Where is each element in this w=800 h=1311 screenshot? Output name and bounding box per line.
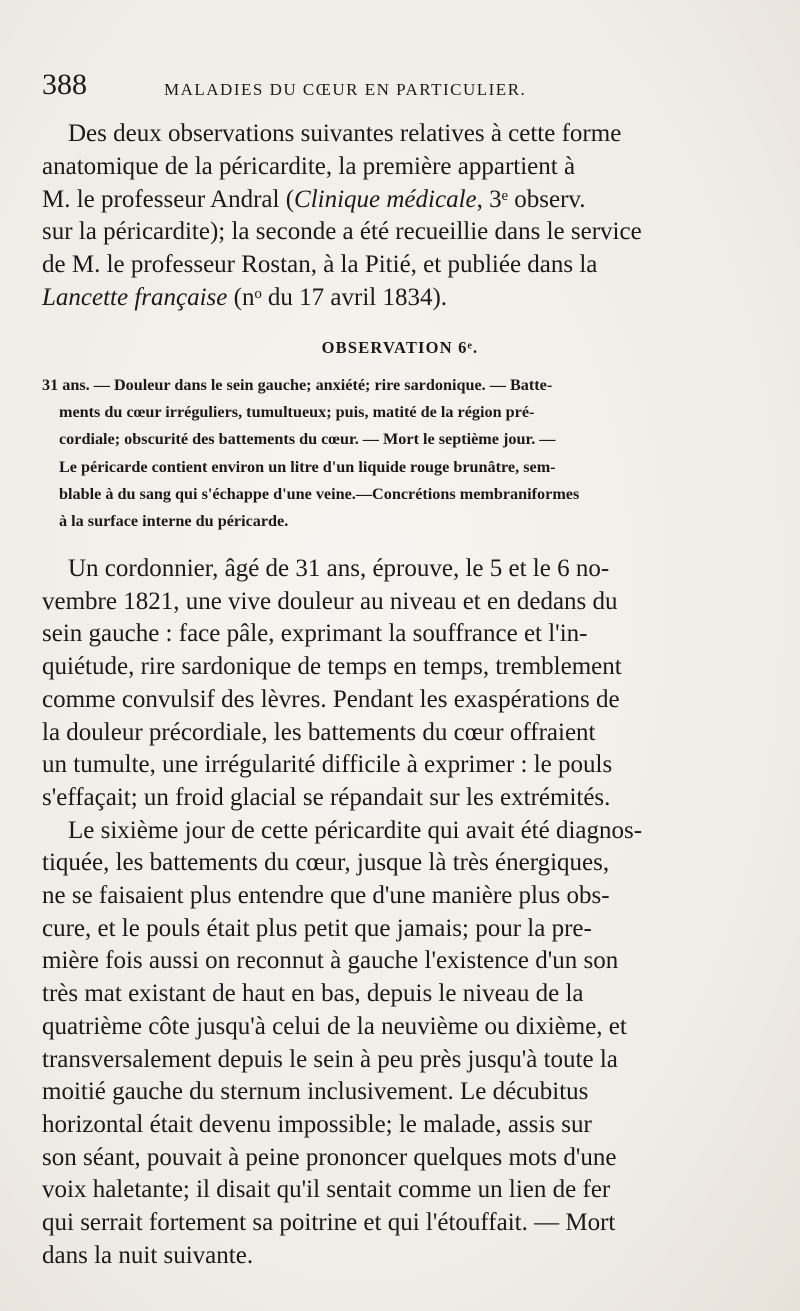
body-line: son séant, pouvait à peine prononcer quelques mots d'une [42, 1143, 617, 1171]
intro-text: (nᵒ du 17 avril 1834). [227, 283, 448, 311]
intro-line [42, 282, 642, 315]
body-line: cure, et le pouls était plus petit que jamais; pour la pre- [42, 914, 592, 942]
observation-summary [42, 372, 579, 535]
case-body [42, 553, 642, 1272]
page-header [42, 68, 762, 104]
body-line: quatrième côte jusqu'à celui de la neuvième ou dixième, et [42, 1012, 627, 1040]
page-number: 388 [42, 68, 87, 101]
body-line: horizontal était devenu impossible; le malade, assis sur [42, 1110, 592, 1138]
summary-line: 31 ans. — Douleur dans le sein gauche; anxiété; rire sardonique. — Batte- [42, 376, 553, 394]
body-line: un tumulte, une irrégularité difficile à exprimer : le pouls [42, 751, 613, 779]
body-line: mière fois aussi on reconnut à gauche l'existence d'un son [42, 947, 619, 975]
summary-line: ments du cœur irréguliers, tumultueux; puis, matité de la région pré- [59, 403, 535, 422]
body-line: sein gauche : face pâle, exprimant la souffrance et l'in- [42, 620, 588, 648]
body-line: Le sixième jour de cette péricardite qui avait été diagnos- [68, 816, 643, 844]
intro-paragraph [42, 118, 642, 315]
intro-line: anatomique de la péricardite, la première appartient à [42, 152, 576, 180]
summary-line: cordiale; obscurité des battements du cœur. — Mort le septième jour. — [59, 430, 556, 449]
summary-line: blable à du sang qui s'échappe d'une veine.—Concrétions membraniformes [59, 484, 580, 503]
summary-line: à la surface interne du péricarde. [59, 512, 289, 531]
body-line: qui serrait fortement sa poitrine et qui l'étouffait. — Mort [42, 1209, 616, 1237]
intro-text: , 3ᵉ observ. [476, 185, 586, 213]
intro-line: sur la péricardite); la seconde a été recueillie dans le service [42, 218, 642, 246]
running-head: MALADIES DU CŒUR EN PARTICULIER. [164, 80, 527, 99]
cited-journal: Lancette française [42, 283, 228, 311]
body-line: s'effaçait; un froid glacial se répandait sur les extrémités. [42, 783, 611, 811]
cited-work: Clinique médicale [294, 185, 477, 213]
intro-text: M. le professeur Andral ( [42, 185, 295, 213]
body-line: la douleur précordiale, les battements du cœur offraient [42, 718, 596, 746]
intro-line: Des deux observations suivantes relatives à cette forme [68, 120, 622, 147]
body-line: très mat existant de haut en bas, depuis le niveau de la [42, 980, 584, 1008]
body-line: voix haletante; il disait qu'il sentait comme un lien de fer [42, 1176, 611, 1204]
body-line: Un cordonnier, âgé de 31 ans, éprouve, le 5 et le 6 no- [68, 555, 610, 582]
body-line: ne se faisaient plus entendre que d'une manière plus obs- [42, 882, 610, 910]
summary-line: Le péricarde contient environ un litre d'un liquide rouge brunâtre, sem- [59, 457, 556, 476]
intro-line [42, 184, 642, 217]
intro-line: de M. le professeur Rostan, à la Pitié, et publiée dans la [42, 251, 598, 279]
body-line: transversalement depuis le sein à peu près jusqu'à toute la [42, 1045, 618, 1073]
body-line: quiétude, rire sardonique de temps en temps, tremblement [42, 653, 622, 681]
body-line: comme convulsif des lèvres. Pendant les exaspérations de [42, 685, 620, 713]
observation-title: OBSERVATION 6ᵉ. [321, 338, 479, 357]
body-line: dans la nuit suivante. [42, 1241, 254, 1269]
body-line: vembre 1821, une vive douleur au niveau et en dedans du [42, 587, 618, 615]
body-line: tiquée, les battements du cœur, jusque là très énergiques, [42, 849, 610, 877]
body-line: moitié gauche du sternum inclusivement. Le décubitus [42, 1078, 589, 1106]
